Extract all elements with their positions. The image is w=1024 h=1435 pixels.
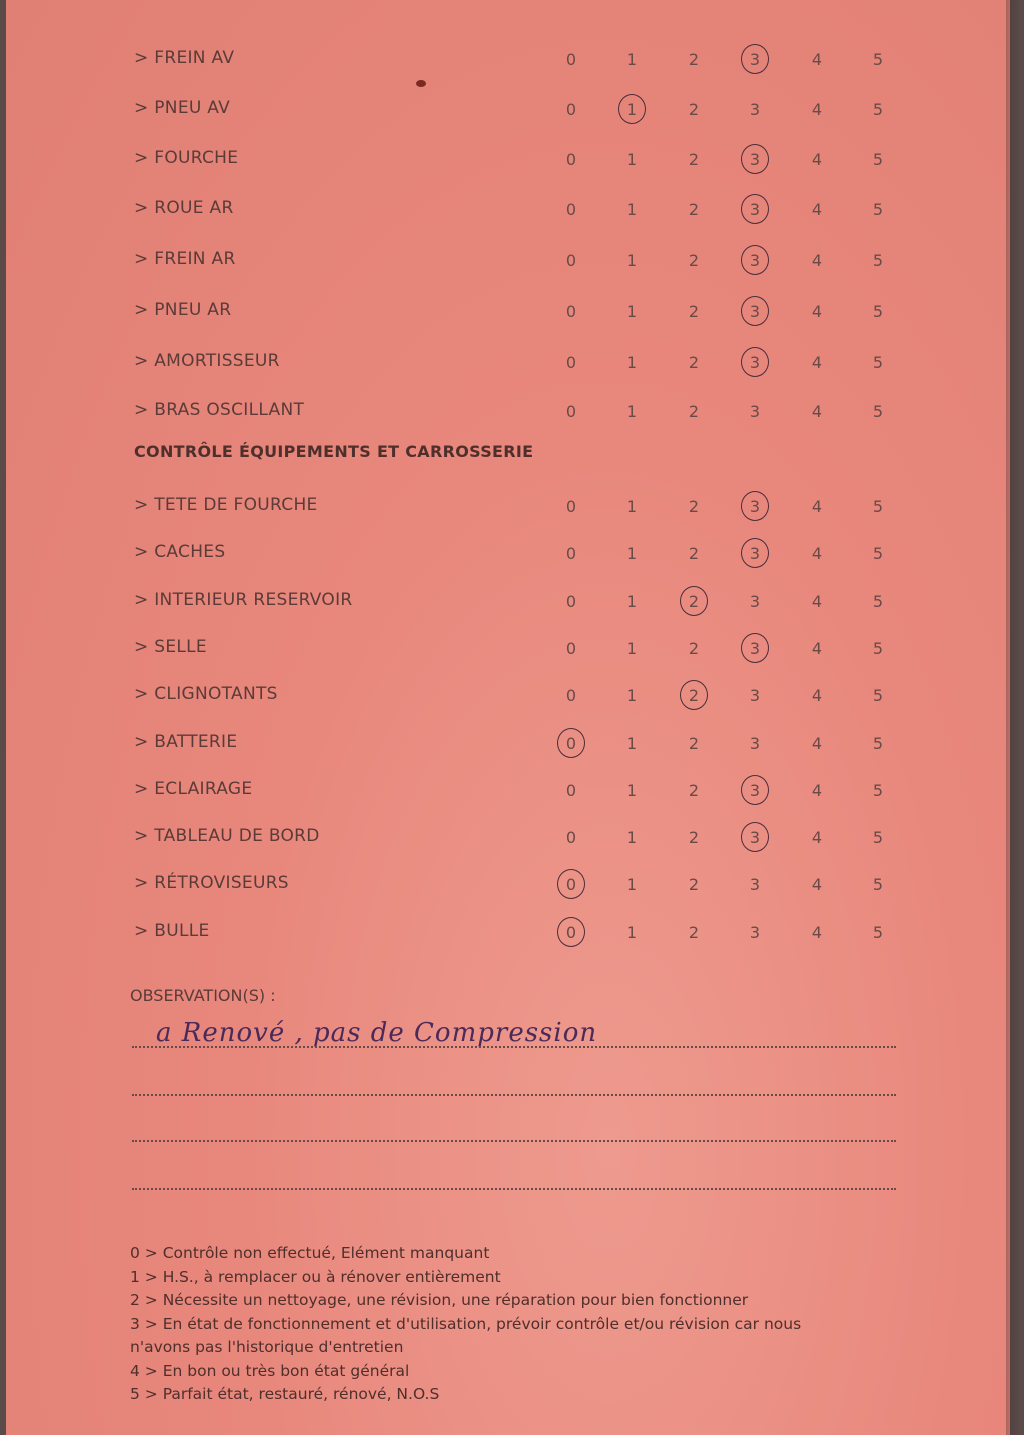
rating-row (6, 534, 1010, 574)
rating-row (6, 676, 1010, 716)
row-label: > SELLE (134, 637, 207, 657)
score-option-circled: 0 (558, 875, 584, 894)
score-option: 4 (811, 353, 823, 372)
score-option: 2 (688, 200, 700, 219)
score-option: 0 (565, 781, 577, 800)
score-option: 5 (872, 150, 884, 169)
score-option: 5 (872, 251, 884, 270)
score-option: 4 (811, 302, 823, 321)
rating-row (6, 190, 1010, 230)
row-label: > RÉTROVISEURS (134, 873, 289, 893)
row-label: > BULLE (134, 921, 210, 941)
score-option: 3 (749, 734, 761, 753)
score-option: 4 (811, 828, 823, 847)
rating-row (6, 392, 1010, 432)
score-option-circled: 3 (742, 497, 768, 516)
rating-row (6, 629, 1010, 669)
score-option: 4 (811, 100, 823, 119)
score-option: 4 (811, 150, 823, 169)
score-option: 4 (811, 544, 823, 563)
score-option: 2 (688, 150, 700, 169)
score-option: 2 (688, 781, 700, 800)
score-option: 2 (688, 50, 700, 69)
score-option: 1 (626, 353, 638, 372)
score-option: 4 (811, 734, 823, 753)
row-label: > CLIGNOTANTS (134, 684, 278, 704)
score-option: 1 (626, 402, 638, 421)
score-option: 5 (872, 828, 884, 847)
rating-row (6, 913, 1010, 953)
row-label: > PNEU AV (134, 98, 231, 118)
score-option: 1 (626, 734, 638, 753)
score-option: 2 (688, 875, 700, 894)
score-option: 5 (872, 639, 884, 658)
score-option: 0 (565, 150, 577, 169)
score-option: 5 (872, 353, 884, 372)
rating-row (6, 487, 1010, 527)
legend-line: 0 > Contrôle non effectué, Elément manquant (130, 1244, 490, 1262)
row-label: > FREIN AV (134, 48, 235, 68)
observations-handwritten-text: a Renové , pas de Compression (156, 1018, 598, 1048)
score-option: 3 (749, 402, 761, 421)
row-label: > FOURCHE (134, 148, 239, 168)
row-label: > TETE DE FOURCHE (134, 495, 318, 515)
score-option-circled: 3 (742, 200, 768, 219)
score-option: 1 (626, 497, 638, 516)
observation-line (132, 1046, 896, 1048)
score-option: 4 (811, 639, 823, 658)
score-option: 1 (626, 686, 638, 705)
score-option: 3 (749, 686, 761, 705)
rating-row (6, 140, 1010, 180)
score-option: 4 (811, 497, 823, 516)
score-option: 0 (565, 100, 577, 119)
score-option: 0 (565, 302, 577, 321)
score-option: 5 (872, 734, 884, 753)
rating-row (6, 771, 1010, 811)
row-label: > BRAS OSCILLANT (134, 400, 305, 420)
score-option: 5 (872, 781, 884, 800)
rating-row (6, 343, 1010, 383)
score-option: 0 (565, 497, 577, 516)
score-option: 2 (688, 100, 700, 119)
score-option: 4 (811, 402, 823, 421)
row-label: > BATTERIE (134, 732, 238, 752)
score-option: 2 (688, 353, 700, 372)
observations-title: OBSERVATION(S) : (130, 986, 276, 1005)
row-label: > ROUE AR (134, 198, 234, 218)
score-option: 1 (626, 923, 638, 942)
score-option: 1 (626, 302, 638, 321)
score-option: 0 (565, 828, 577, 847)
score-option: 3 (749, 875, 761, 894)
score-option: 5 (872, 50, 884, 69)
score-option: 2 (688, 544, 700, 563)
score-option: 1 (626, 251, 638, 270)
score-option-circled: 2 (681, 592, 707, 611)
rating-row (6, 90, 1010, 130)
score-option: 1 (626, 828, 638, 847)
legend-line: 1 > H.S., à remplacer ou à rénover entièrement (130, 1267, 501, 1286)
score-option-circled: 0 (558, 923, 584, 942)
section-title: CONTRÔLE ÉQUIPEMENTS ET CARROSSERIE (134, 442, 534, 461)
score-option: 2 (688, 302, 700, 321)
score-option: 0 (565, 200, 577, 219)
score-option-circled: 3 (742, 544, 768, 563)
score-option: 1 (626, 200, 638, 219)
score-option: 5 (872, 544, 884, 563)
inspection-sheet (6, 0, 1010, 1435)
score-option: 2 (688, 639, 700, 658)
score-option: 4 (811, 781, 823, 800)
legend (130, 1242, 890, 1407)
score-option: 5 (872, 302, 884, 321)
legend-line: 3 > En état de fonctionnement et d'utilisation, prévoir contrôle et/ou révision car nous (130, 1314, 802, 1333)
score-option: 5 (872, 686, 884, 705)
row-label: > INTERIEUR RESERVOIR (134, 590, 353, 610)
score-option-circled: 3 (742, 639, 768, 658)
score-option: 1 (626, 592, 638, 611)
score-option: 3 (749, 592, 761, 611)
score-option: 0 (565, 544, 577, 563)
observation-line (132, 1188, 896, 1190)
rating-row (6, 818, 1010, 858)
observation-line (132, 1140, 896, 1142)
score-option: 5 (872, 497, 884, 516)
score-option: 2 (688, 923, 700, 942)
score-option: 3 (749, 100, 761, 119)
score-option: 3 (749, 923, 761, 942)
score-option: 4 (811, 592, 823, 611)
score-option: 1 (626, 875, 638, 894)
row-label: > FREIN AR (134, 249, 236, 269)
rating-row (6, 865, 1010, 905)
legend-line: n'avons pas l'historique d'entretien (130, 1338, 404, 1356)
score-option: 5 (872, 402, 884, 421)
score-option: 1 (626, 639, 638, 658)
ink-speck (416, 80, 426, 87)
score-option: 0 (565, 686, 577, 705)
score-option: 1 (626, 150, 638, 169)
score-option: 5 (872, 592, 884, 611)
row-label: > PNEU AR (134, 300, 232, 320)
row-label: > TABLEAU DE BORD (134, 826, 320, 846)
rating-row (6, 582, 1010, 622)
score-option: 1 (626, 50, 638, 69)
score-option-circled: 3 (742, 828, 768, 847)
score-option: 4 (811, 923, 823, 942)
score-option: 5 (872, 200, 884, 219)
rating-row (6, 724, 1010, 764)
score-option: 4 (811, 875, 823, 894)
score-option-circled: 3 (742, 781, 768, 800)
rating-row (6, 292, 1010, 332)
row-label: > ECLAIRAGE (134, 779, 253, 799)
score-option: 2 (688, 497, 700, 516)
observation-line (132, 1094, 896, 1096)
score-option-circled: 3 (742, 353, 768, 372)
score-option: 2 (688, 251, 700, 270)
score-option-circled: 2 (681, 686, 707, 705)
score-option: 4 (811, 200, 823, 219)
score-option: 5 (872, 100, 884, 119)
legend-line: 2 > Nécessite un nettoyage, une révision, une réparation pour bien fonctionner (130, 1291, 749, 1309)
score-option-circled: 1 (619, 100, 645, 119)
score-option: 5 (872, 875, 884, 894)
legend-line: 5 > Parfait état, restauré, rénové, N.O.S (130, 1385, 440, 1403)
row-label: > CACHES (134, 542, 226, 562)
score-option: 1 (626, 781, 638, 800)
score-option: 2 (688, 402, 700, 421)
row-label: > AMORTISSEUR (134, 351, 280, 371)
rating-row (6, 40, 1010, 80)
score-option: 5 (872, 923, 884, 942)
score-option: 0 (565, 639, 577, 658)
legend-line: 4 > En bon ou très bon état général (130, 1361, 410, 1380)
score-option: 4 (811, 50, 823, 69)
score-option-circled: 3 (742, 150, 768, 169)
score-option: 0 (565, 592, 577, 611)
score-option: 2 (688, 734, 700, 753)
rating-row (6, 241, 1010, 281)
score-option: 0 (565, 251, 577, 270)
score-option: 0 (565, 353, 577, 372)
score-option: 4 (811, 251, 823, 270)
score-option: 0 (565, 402, 577, 421)
score-option-circled: 3 (742, 302, 768, 321)
score-option: 2 (688, 828, 700, 847)
score-option-circled: 0 (558, 734, 584, 753)
score-option-circled: 3 (742, 251, 768, 270)
score-option: 1 (626, 544, 638, 563)
score-option: 0 (565, 50, 577, 69)
score-option-circled: 3 (742, 50, 768, 69)
score-option: 4 (811, 686, 823, 705)
